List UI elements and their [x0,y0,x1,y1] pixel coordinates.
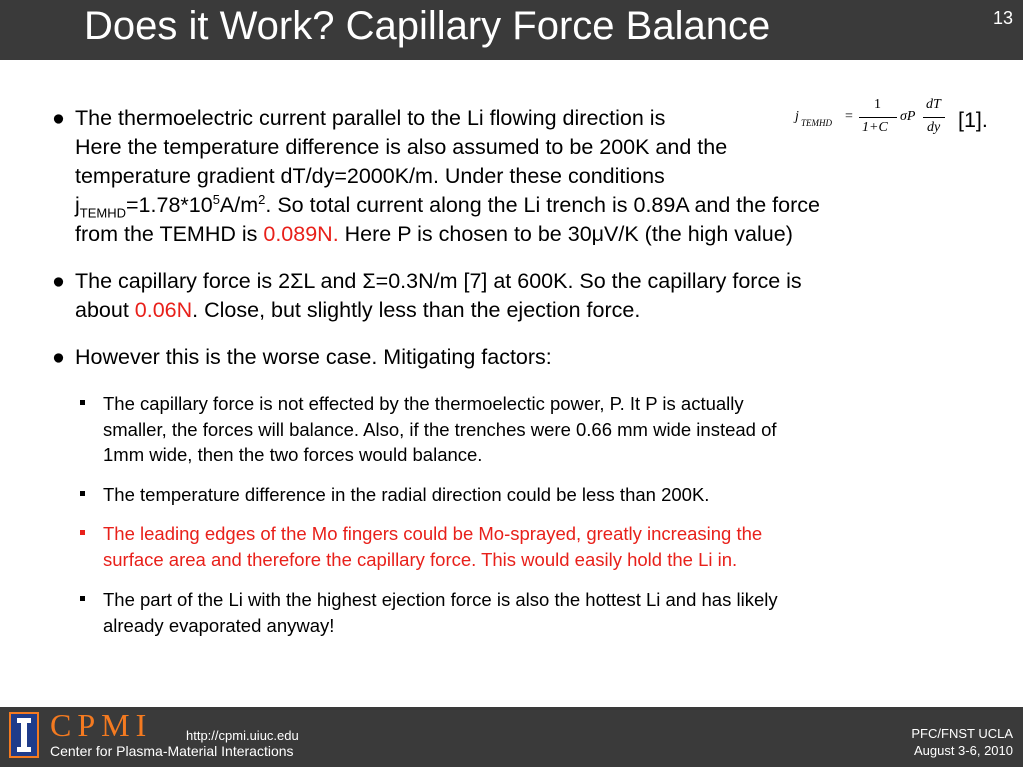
conference-info [911,725,1013,759]
sub-bullet-text [103,587,963,638]
sub-bullet-line: The leading edges of the Mo fingers could be Mo-sprayed, greatly increasing the [103,523,763,544]
current-value: =1.78*10 [126,193,213,217]
j-symbol: j [75,193,80,217]
sub-bullet-line: The capillary force is not effected by the thermoelectic power, P. It P is actually [103,393,744,414]
bullet-line [75,220,985,249]
text-segment: about [75,298,135,322]
center-name: Center for Plasma-Material Interactions [50,743,294,759]
eq-lhs: j [795,109,799,124]
sub-bullet-line: The temperature difference in the radial direction could be less than 200K. [103,484,710,505]
sub-bullet-line: 1mm wide, then the two forces would balance. [103,444,483,465]
sub-bullet-text [103,482,963,508]
bullet-line: Here the temperature difference is also assumed to be 200K and the [75,135,728,159]
square-bullet-icon [80,530,85,535]
conference-name: PFC/FNST UCLA [911,726,1013,741]
bullet-line: temperature gradient dT/dy=2000K/m. Under these conditions [75,164,665,188]
bullet-line [75,296,985,325]
bullet-dot-icon: ● [52,345,65,369]
illinois-logo-icon [9,712,39,758]
square-bullet-icon [80,400,85,405]
text-segment: . Close, but slightly less than the ejection force. [192,298,641,322]
bullet-text [75,267,985,325]
sub-bullet-text [103,521,963,572]
slide-title: Does it Work? Capillary Force Balance [84,4,771,48]
bullet-text: However this is the worse case. Mitigating factors: [75,345,552,369]
website-link[interactable]: http://cpmi.uiuc.edu [186,728,299,743]
cpmi-logo-text: CPMI [50,707,153,743]
slide-number: 13 [992,8,1013,28]
highlight-force-value: 0.089N. [263,222,339,246]
eq-dy: dy [927,120,941,135]
sub-bullet-line: already evaporated anyway! [103,614,335,636]
bullet-line: The thermoelectric current parallel to the Li flowing direction is [75,106,666,130]
bullet-dot-icon: ● [52,106,65,130]
eq-numerator: 1 [874,97,881,112]
eq-sigma-p: σP [900,109,916,124]
eq-equals: = [845,109,853,124]
reference-1: [1]. [958,108,988,132]
bullet-line-rest: . So total current along the Li trench is 0.89A and the force [265,193,820,217]
footer-bar [0,707,1023,767]
eq-lhs-subscript: TEMHD [801,118,832,128]
conference-dates: August 3-6, 2010 [913,743,1013,758]
eq-fraction-line [859,117,897,118]
block-i-icon [17,718,31,752]
square-bullet-icon [80,491,85,496]
exponent: 2 [258,191,266,207]
square-bullet-icon [80,596,85,601]
eq-derivative-line [923,117,945,118]
text-segment: Here P is chosen to be 30μV/K (the high value) [338,222,793,246]
sub-bullet-line: smaller, the forces will balance. Also, if the trenches were 0.66 mm wide instead of [103,418,777,440]
text-segment: from the TEMHD is [75,222,264,246]
eq-denominator: 1+C [862,120,888,135]
bullet-line: The capillary force is 2ΣL and Σ=0.3N/m [7] at 600K. So the capillary force is [75,269,802,293]
bullet-dot-icon: ● [52,269,65,293]
bullet-line [75,191,985,220]
exponent: 5 [212,191,220,207]
highlight-capillary-value: 0.06N [134,298,193,322]
temhd-equation [795,98,950,142]
temhd-subscript: TEMHD [79,205,126,221]
sub-bullet-line: The part of the Li with the highest ejection force is also the hottest Li and has likely [103,589,778,610]
unit: A/m [219,193,259,217]
sub-bullet-text [103,391,963,468]
eq-dt: dT [926,97,941,112]
sub-bullet-line: surface area and therefore the capillary force. This would easily hold the Li in. [103,548,738,570]
